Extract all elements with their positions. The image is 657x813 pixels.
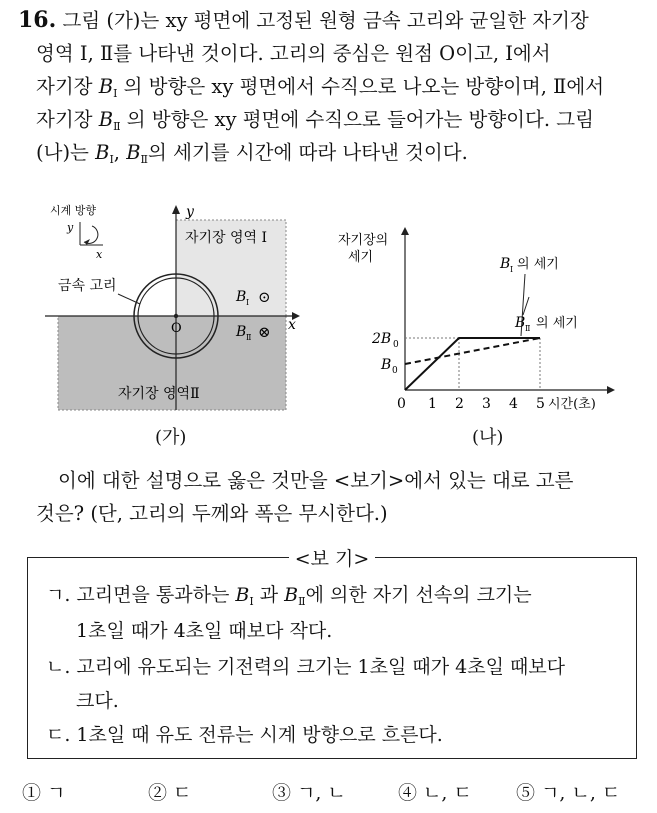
bogi-statement-a	[46, 580, 532, 608]
bogi-a-1b: B	[235, 584, 250, 606]
prompt-line-1-text: 이에 대한 설명으로 옳은 것만을 <보기>에서 있는 대로 고른	[58, 469, 574, 492]
x-axis-arrow	[607, 386, 615, 394]
x-tick-2: 2	[455, 396, 464, 412]
question-line-5-b: B	[95, 141, 110, 164]
figure-b-graph	[335, 225, 625, 420]
x-tick-0: 0	[397, 396, 406, 412]
prompt-line-2	[18, 497, 638, 530]
question-line-3-a: 자기장	[36, 75, 99, 98]
question-line-5-g: 의 세기를 시간에 따라 나타낸 것이다.	[148, 141, 468, 164]
choice-4[interactable]: ④ ㄴ, ㄷ	[398, 782, 472, 804]
figure-a-caption: (가)	[155, 427, 187, 448]
ring-label-leader	[118, 294, 140, 304]
series-b2-label-sub: Ⅱ	[525, 324, 531, 333]
question-line-5-f: Ⅱ	[140, 153, 149, 166]
bogi-a-2: 1초일 때가 4초일 때보다 작다.	[76, 620, 333, 642]
series-b2-leader	[523, 297, 529, 315]
mini-y-label: y	[67, 221, 74, 234]
x-axis-label: x	[288, 317, 296, 333]
clockwise-arrowhead-icon	[84, 239, 90, 245]
prompt-line-2-text: 것은? (단, 고리의 두께와 폭은 무시한다.)	[36, 502, 388, 525]
question-line-3-d: 의 방향은 xy 평면에서 수직으로 나오는 방향이며, Ⅱ에서	[117, 75, 605, 98]
mini-x-label: x	[96, 248, 103, 261]
series-b2-label-tail: 의 세기	[536, 316, 578, 331]
x-tick-1: 1	[428, 396, 437, 412]
series-b1-label-sub: Ⅰ	[510, 265, 514, 274]
bogi-statement-c: ㄷ. 1초일 때 유도 전류는 시계 방향으로 흐른다.	[46, 724, 443, 746]
y-axis-arrow	[401, 227, 409, 235]
y-axis-arrow	[172, 205, 180, 214]
origin-point	[174, 314, 178, 318]
question-line-1-text: 그림 (가)는 xy 평면에 고정된 원형 금속 고리와 균일한 자기장	[62, 9, 589, 32]
question-line-4-c: Ⅱ	[113, 120, 121, 133]
bogi-statement-b: ㄴ. 고리에 유도되는 기전력의 크기는 1초일 때가 4초일 때보다	[46, 656, 566, 678]
question-line-3-c: Ⅰ	[113, 87, 118, 100]
figure-a-diagram	[40, 200, 300, 420]
bogi-title: <보 기>	[289, 548, 376, 570]
region-2-label: 자기장 영역Ⅱ	[118, 386, 200, 402]
question-line-5-d: ,	[113, 141, 127, 164]
bogi-a-1c: Ⅰ	[249, 595, 254, 608]
clockwise-label: 시계 방향	[50, 204, 97, 217]
ring-label: 금속 고리	[58, 278, 117, 294]
question-line-3-b: B	[98, 75, 114, 98]
prompt-line-1	[18, 464, 638, 497]
bogi-a-1e: B	[284, 584, 299, 606]
y-tick-b0: B	[381, 357, 392, 373]
bogi-a-1a: ㄱ. 고리면을 통과하는	[46, 584, 236, 606]
choice-5[interactable]: ⑤ ㄱ, ㄴ, ㄷ	[516, 782, 621, 804]
into-page-icon: ⊗	[258, 323, 271, 341]
choice-2[interactable]: ② ㄷ	[148, 782, 192, 804]
question-line-4	[18, 103, 638, 136]
x-tick-3: 3	[482, 396, 491, 412]
prompt-text	[18, 464, 638, 530]
question-line-4-a: 자기장	[36, 108, 99, 131]
question-line-3	[18, 70, 638, 103]
series-b1-label: B	[500, 256, 511, 272]
b1-label-sub: Ⅰ	[246, 298, 250, 307]
x-tick-4: 4	[509, 396, 518, 412]
x-axis-label: 시간(초)	[548, 397, 596, 412]
series-b1-label-tail: 의 세기	[517, 257, 559, 272]
y-tick-2b0-sub: 0	[393, 340, 399, 350]
question-line-1	[18, 4, 638, 37]
region-1-label: 자기장 영역 Ⅰ	[185, 230, 268, 246]
y-axis-label-line-1: 자기장의	[338, 233, 389, 248]
bogi-b-2: 크다.	[76, 690, 119, 712]
y-axis-label: y	[186, 204, 194, 220]
b2-label-sub: Ⅱ	[246, 333, 252, 342]
y-tick-b0-sub: 0	[392, 366, 398, 376]
b1-label: B	[236, 289, 247, 305]
series-b2-line	[405, 338, 540, 364]
bogi-box	[27, 548, 637, 759]
bogi-a-1g: 에 의한 자기 선속의 크기는	[305, 584, 532, 606]
b2-label: B	[236, 324, 247, 340]
bogi-a-1d: 과	[253, 584, 285, 606]
out-of-page-icon: ⊙	[258, 288, 271, 306]
question-line-5	[18, 136, 638, 169]
question-line-4-b: B	[98, 108, 114, 131]
choice-1[interactable]: ① ㄱ	[22, 782, 66, 804]
clockwise-arrow-icon	[84, 226, 98, 243]
series-b1-line	[405, 338, 540, 390]
y-tick-2b0: 2B	[372, 331, 392, 347]
question-line-2-text: 영역 Ⅰ, Ⅱ를 나타낸 것이다. 고리의 중심은 원점 O이고, Ⅰ에서	[36, 42, 551, 65]
question-number: 16.	[18, 7, 57, 33]
question-line-5-a: (나)는	[36, 141, 96, 164]
x-tick-5: 5	[536, 396, 545, 412]
question-line-2	[18, 37, 638, 70]
series-b2-label: B	[515, 315, 526, 331]
figure-b-caption: (나)	[472, 427, 504, 448]
choice-3[interactable]: ③ ㄱ, ㄴ	[272, 782, 346, 804]
question-line-5-e: B	[126, 141, 141, 164]
question-line-5-c: Ⅰ	[109, 153, 114, 166]
question-line-4-d: 의 방향은 xy 평면에 수직으로 들어가는 방향이다. 그림	[120, 108, 594, 131]
bogi-a-1f: Ⅱ	[298, 595, 306, 608]
question-text	[18, 4, 638, 169]
y-axis-label-line-2: 세기	[348, 250, 374, 265]
origin-label: O	[171, 321, 182, 336]
bogi-title-wrap	[28, 544, 636, 571]
